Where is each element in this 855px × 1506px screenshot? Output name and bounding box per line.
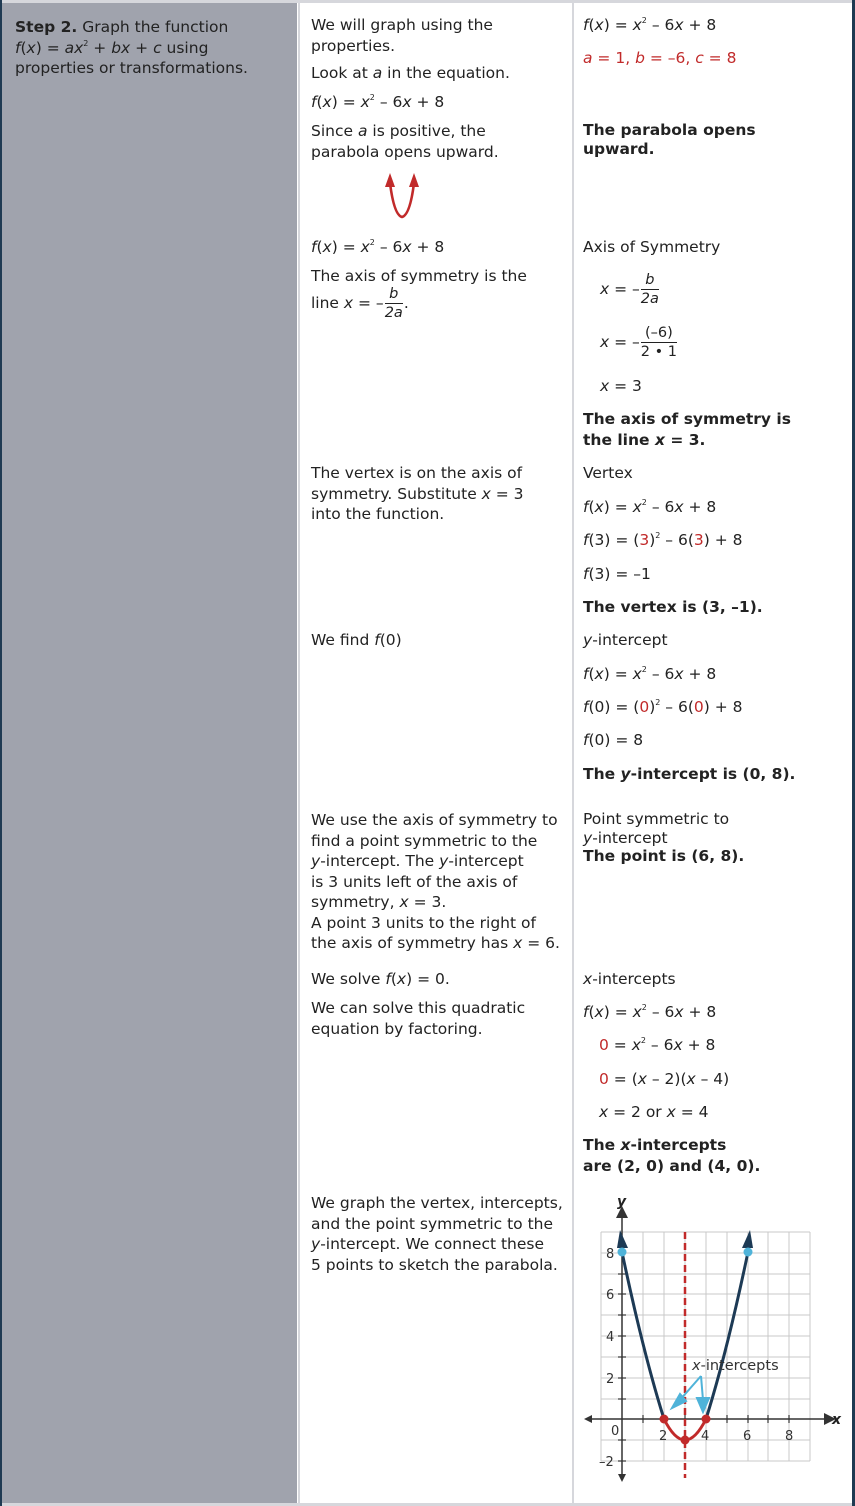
step-text: Graph the function xyxy=(82,18,229,36)
equation: 0 = (x – 2)(x – 4) xyxy=(599,1070,730,1088)
explanation-text: The vertex is on the axis of symmetry. Substitute x = 3 into the function. xyxy=(311,464,524,523)
equation: x = 2 or x = 4 xyxy=(599,1103,709,1121)
conclusion-y-intercept: The y-intercept is (0, 8). xyxy=(583,765,796,783)
equation: f(3) = –1 xyxy=(583,565,651,583)
conclusion-x-intercepts: The x-intercepts are (2, 0) and (4, 0). xyxy=(583,1136,761,1175)
x-tick-label: 4 xyxy=(701,1429,710,1444)
explanation-text: Since a is positive, the parabola opens upward. xyxy=(311,122,499,161)
y-tick-label: 4 xyxy=(606,1330,615,1345)
explanation-text: The axis of symmetry is the xyxy=(311,267,527,285)
equation: $0 = x^2 - 6x + 8$ xyxy=(599,1036,716,1054)
explanation-text: We find f(0) xyxy=(311,631,402,649)
equation: x = 3 xyxy=(600,377,642,395)
grid xyxy=(601,1232,810,1461)
explanation-text: line x = – $\frac{b}{2a}$ . xyxy=(311,286,409,321)
y-intercept-point xyxy=(618,1248,627,1257)
equation: $f(x) = x^2 - 6x + 8$ xyxy=(583,665,717,683)
section-heading: y-intercept xyxy=(583,631,668,649)
explanation-column xyxy=(298,3,574,1503)
y-tick-label: 6 xyxy=(606,1288,615,1303)
equation: $f(x) = x^2 - 6x + 8$ xyxy=(583,498,717,516)
y-axis-label: y xyxy=(617,1194,627,1210)
symmetric-point xyxy=(744,1248,753,1257)
equation: x = – $\frac{(-6)}{2 • 1}$ xyxy=(600,325,678,360)
explanation-text: We graph the vertex, intercepts, and the point symmetric to the y-intercept. We connect these 5 points to sketch the parabola. xyxy=(311,1194,563,1274)
x-intercept-point xyxy=(660,1415,669,1424)
annotation-arrows xyxy=(672,1376,709,1412)
conclusion-axis: The axis of symmetry is the line x = 3. xyxy=(583,410,791,449)
x-tick-label: 6 xyxy=(743,1429,752,1444)
y-tick-label: 8 xyxy=(606,1247,615,1262)
conclusion-vertex: The vertex is (3, –1). xyxy=(583,598,763,616)
step-heading: Step 2. Graph the function $f(x) = ax^2$ + bx + c using properties or transformations. xyxy=(15,18,248,77)
upward-parabola-icon xyxy=(382,171,422,223)
origin-label: 0 xyxy=(611,1424,620,1439)
equation: $f(x) = x^2 - 6x + 8$ xyxy=(583,1003,717,1021)
step-text-line3: properties or transformations. xyxy=(15,59,248,77)
x-axis-label: x xyxy=(832,1412,842,1428)
explanation-text: We use the axis of symmetry to find a point symmetric to the y-intercept. The y-intercept is 3 units left of the axis of symmetry, x = 3. A point 3 units to the right of the axis of symmetry has x = 6. xyxy=(311,811,560,952)
explanation-text: We will graph using the properties. xyxy=(311,16,493,55)
equation: f(0) = 8 xyxy=(583,731,644,749)
conclusion-opens-upward: The parabola opens upward. xyxy=(583,121,756,158)
x-tick-label: 8 xyxy=(785,1429,794,1444)
x-tick-label: 2 xyxy=(659,1429,668,1444)
parabola-graph xyxy=(575,1185,850,1485)
section-heading: Axis of Symmetry xyxy=(583,238,721,256)
explanation-text: We can solve this quadratic equation by factoring. xyxy=(311,999,526,1038)
equation: $f(0) = (0)^2 - 6(0) + 8$ xyxy=(583,698,743,716)
section-heading: Point symmetric to y-intercept The point is (6, 8). xyxy=(583,810,745,865)
explanation-text: Look at a in the equation. xyxy=(311,64,510,82)
equation: x = – $\frac{b}{2a}$ xyxy=(600,272,659,307)
step-column xyxy=(2,3,297,1503)
equation: $f(3) = (3)^2 - 6(3) + 8$ xyxy=(583,531,743,549)
equation: $f(x) = x^2 - 6x + 8$ xyxy=(583,16,717,34)
x-intercept-point xyxy=(702,1415,711,1424)
x-intercepts-annotation: x-intercepts xyxy=(692,1358,779,1374)
y-tick-label: 2 xyxy=(606,1372,615,1387)
step-label: Step 2. xyxy=(15,18,78,36)
explanation-text: We solve f(x) = 0. xyxy=(311,970,450,988)
equation: $f(x) = x^2 - 6x + 8$ xyxy=(311,238,445,256)
y-tick-label: –2 xyxy=(599,1455,614,1470)
equation: $f(x) = x^2 - 6x + 8$ xyxy=(311,93,445,111)
section-heading: x-intercepts xyxy=(583,970,676,988)
vertex-point xyxy=(681,1436,690,1445)
coefficients: a = 1, b = –6, c = 8 xyxy=(583,49,737,67)
section-heading: Vertex xyxy=(583,464,633,482)
